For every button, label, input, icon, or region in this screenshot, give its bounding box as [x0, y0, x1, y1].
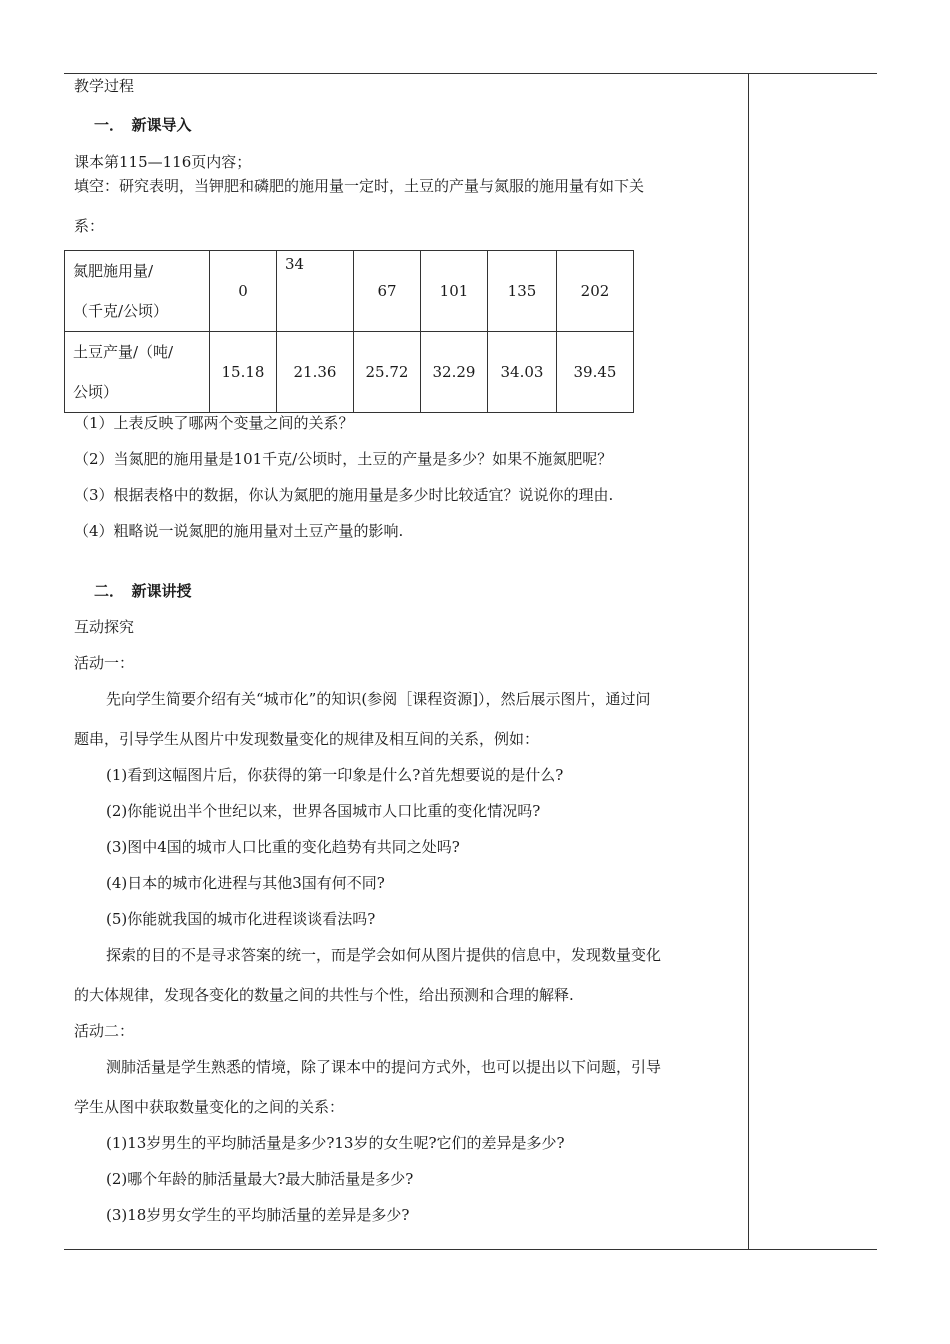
table-cell: 32.29	[421, 332, 488, 413]
intro-line-3: 系：	[74, 217, 105, 235]
part2-heading: 二． 新课讲授	[94, 582, 192, 600]
row-label-line: 土豆产量/（吨/	[73, 343, 174, 361]
question-2: （2）当氮肥的施用量是101千克/公顷时，土豆的产量是多少？如果不施氮肥呢？	[74, 450, 613, 468]
bottom-rule	[64, 1249, 877, 1250]
table-row-yield	[65, 332, 634, 413]
table-cell: 15.18	[210, 332, 277, 413]
table-cell: 39.45	[557, 332, 634, 413]
table-cell: 0	[210, 251, 277, 332]
table-row-label	[65, 332, 210, 413]
table-row-fertilizer	[65, 251, 634, 332]
intro-line-1: 课本第115—116页内容；	[74, 153, 252, 171]
explore-paragraph-line: 探索的目的不是寻求答案的统一，而是学会如何从图片提供的信息中，发现数量变化	[106, 946, 662, 964]
activity2-paragraph-line: 学生从图中获取数量变化的之间的关系：	[74, 1098, 345, 1116]
activity1-paragraph-line: 题串，引导学生从图片中发现数量变化的规律及相互间的关系，例如：	[74, 730, 540, 748]
activity2-question: (2)哪个年龄的肺活量最大?最大肺活量是多少?	[106, 1170, 414, 1188]
table-row-label	[65, 251, 210, 332]
activity1-title: 活动一：	[74, 654, 135, 672]
intro-line-2: 填空：研究表明，当钾肥和磷肥的施用量一定时，土豆的产量与氮服的施用量有如下关	[74, 177, 645, 195]
fertilizer-yield-table	[64, 250, 634, 413]
table-cell: 202	[557, 251, 634, 332]
question-1: （1）上表反映了哪两个变量之间的关系？	[74, 414, 354, 432]
question-4: （4）粗略说一说氮肥的施用量对土豆产量的影响.	[74, 522, 404, 540]
activity1-question: (2)你能说出半个世纪以来，世界各国城市人口比重的变化情况吗?	[106, 802, 541, 820]
activity1-question: (3)图中4国的城市人口比重的变化趋势有共同之处吗?	[106, 838, 460, 856]
table-cell: 135	[488, 251, 557, 332]
table-cell: 34.03	[488, 332, 557, 413]
interactive-title: 互动探究	[74, 618, 135, 636]
row-label-line: 氮肥施用量/	[73, 262, 154, 280]
question-3: （3）根据表格中的数据，你认为氮肥的施用量是多少时比较适宜？说说你的理由.	[74, 486, 614, 504]
table-cell: 21.36	[277, 332, 354, 413]
activity1-paragraph-line: 先向学生简要介绍有关“城市化”的知识(参阅［课程资源]），然后展示图片，通过问	[106, 690, 651, 708]
activity1-question: (5)你能就我国的城市化进程谈谈看法吗?	[106, 910, 376, 928]
activity2-question: (1)13岁男生的平均肺活量是多少?13岁的女生呢?它们的差异是多少?	[106, 1134, 565, 1152]
table-cell: 101	[421, 251, 488, 332]
activity1-question: (1)看到这幅图片后，你获得的第一印象是什么?首先想要说的是什么?	[106, 766, 564, 784]
explore-paragraph-line: 的大体规律，发现各变化的数量之间的共性与个性，给出预测和合理的解释.	[74, 986, 574, 1004]
top-rule	[64, 73, 877, 74]
part1-heading: 一． 新课导入	[94, 116, 192, 134]
row-label-line: （千克/公顷）	[73, 302, 169, 320]
row-label-line: 公顷）	[73, 383, 119, 401]
activity2-paragraph-line: 测肺活量是学生熟悉的情境，除了课本中的提问方式外，也可以提出以下问题，引导	[106, 1058, 662, 1076]
table-cell: 67	[354, 251, 421, 332]
side-column-rule	[748, 73, 749, 1249]
activity1-question: (4)日本的城市化进程与其他3国有何不同?	[106, 874, 385, 892]
activity2-title: 活动二：	[74, 1022, 135, 1040]
section-title: 教学过程	[74, 77, 135, 95]
activity2-question: (3)18岁男女学生的平均肺活量的差异是多少?	[106, 1206, 410, 1224]
table-cell: 25.72	[354, 332, 421, 413]
table-cell: 34	[277, 251, 354, 332]
